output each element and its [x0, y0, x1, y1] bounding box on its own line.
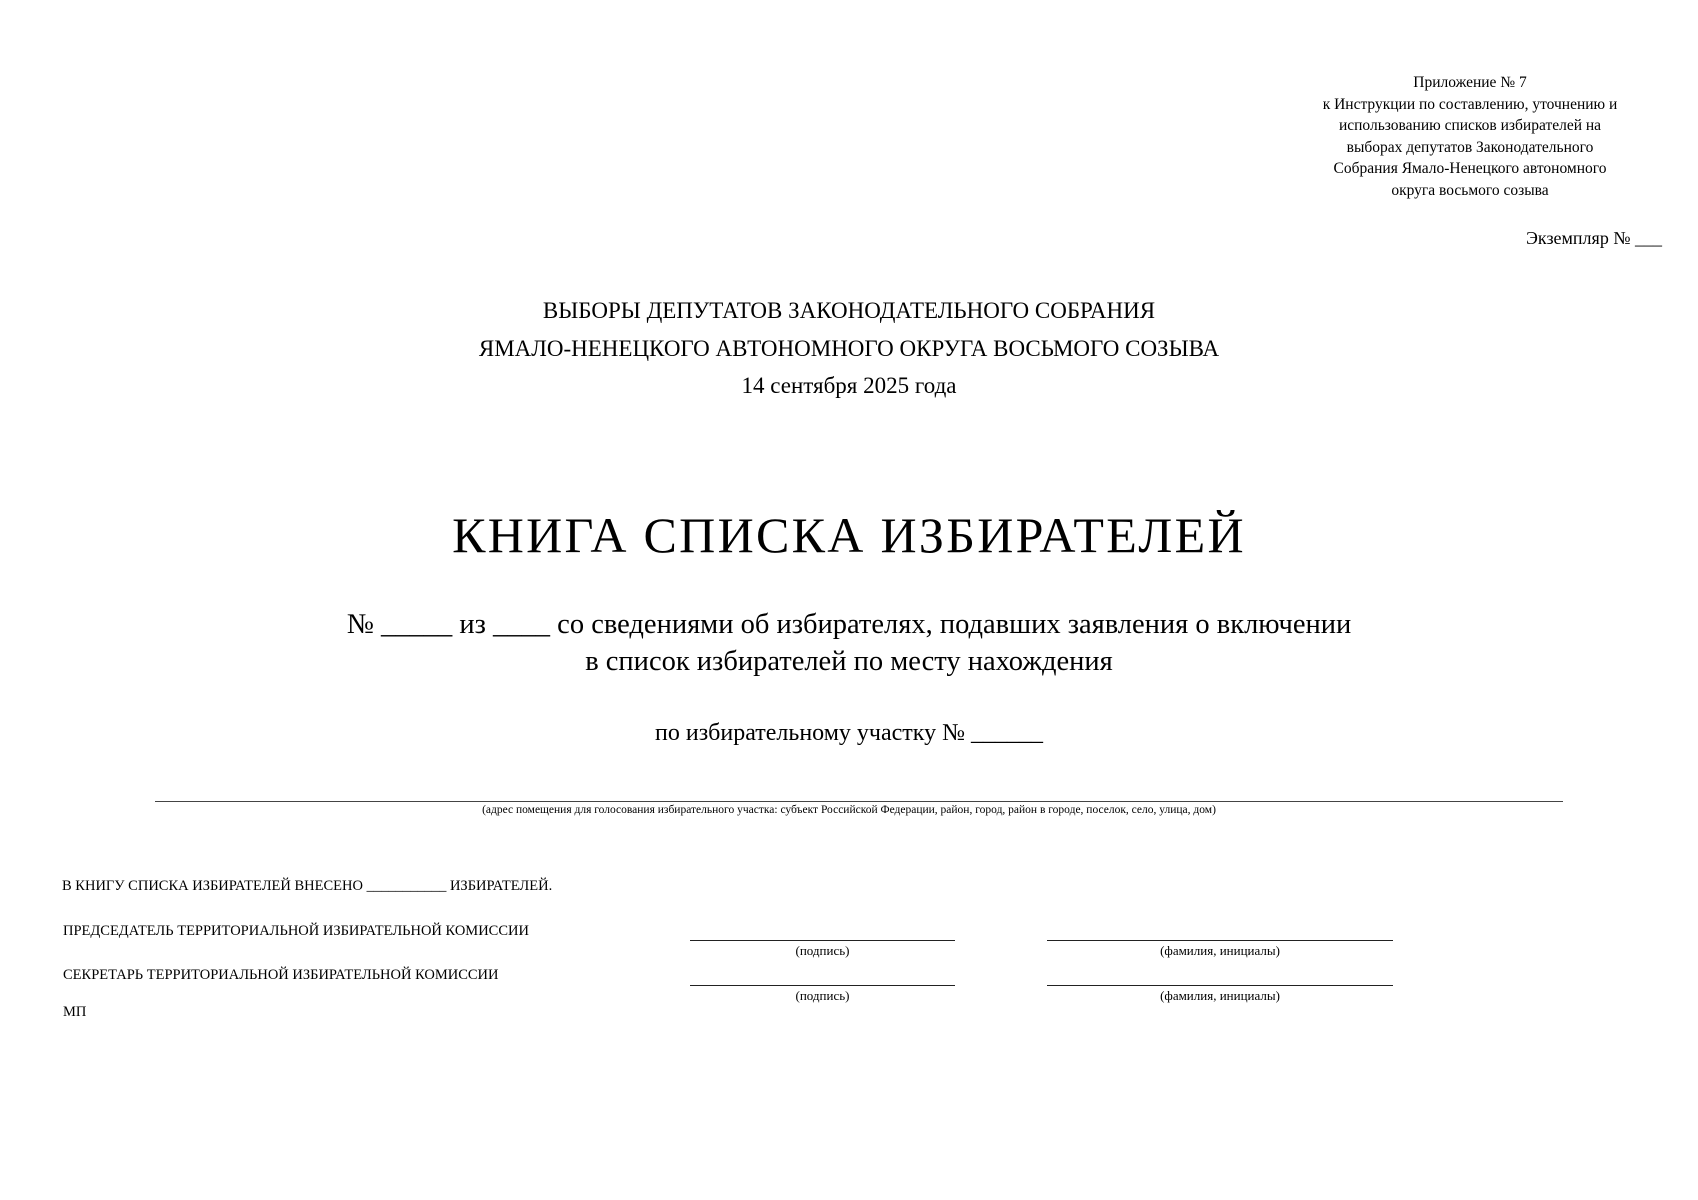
secretary-signature-caption: (подпись): [795, 988, 850, 1003]
subtitle-line-2: в список избирателей по месту нахождения: [585, 646, 1113, 677]
secretary-name-caption: (фамилия, инициалы): [1160, 988, 1280, 1003]
chairman-label: ПРЕДСЕДАТЕЛЬ ТЕРРИТОРИАЛЬНОЙ ИЗБИРАТЕЛЬНОЙ КОМИССИИ: [63, 923, 529, 939]
chairman-signature-caption: (подпись): [795, 943, 850, 958]
election-line-1: ВЫБОРЫ ДЕПУТАТОВ ЗАКОНОДАТЕЛЬНОГО СОБРАНИЯ: [542, 298, 1156, 323]
secretary-label: СЕКРЕТАРЬ ТЕРРИТОРИАЛЬНОЙ ИЗБИРАТЕЛЬНОЙ КОМИССИИ: [63, 967, 499, 983]
appendix-line: выборах депутатов Законодательного: [1346, 138, 1594, 156]
chairman-name-caption: (фамилия, инициалы): [1160, 943, 1280, 958]
appendix-line: Собрания Ямало-Ненецкого автономного: [1333, 160, 1607, 177]
chairman-signature-line: [690, 940, 955, 941]
address-fill-line: [155, 801, 1563, 802]
stamp-label: МП: [63, 1004, 87, 1020]
precinct-line: по избирательному участку № ______: [655, 720, 1043, 746]
appendix-line: Приложение № 7: [1413, 74, 1527, 91]
chairman-name-line: [1047, 940, 1393, 941]
book-title: КНИГА СПИСКА ИЗБИРАТЕЛЕЙ: [452, 507, 1246, 563]
election-heading: [0, 292, 1698, 405]
election-date: 14 сентября 2025 года: [741, 373, 957, 398]
appendix-line: к Инструкции по составлению, уточнению и: [1322, 95, 1618, 113]
election-line-2: ЯМАЛО-НЕНЕЦКОГО АВТОНОМНОГО ОКРУГА ВОСЬМОГО СОЗЫВА: [478, 335, 1220, 361]
address-caption: (адрес помещения для голосования избирательного участка: субъект Российской Федерации, район, город, район в городе, поселок, село, улица, дом): [482, 804, 1216, 816]
appendix-block: [1270, 72, 1670, 201]
secretary-name-line: [1047, 985, 1393, 986]
secretary-signature-line: [690, 985, 955, 986]
subtitle-line-1: № _____ из ____ со сведениями об избирателях, подавших заявления о включении: [346, 609, 1352, 640]
entered-count-text: В КНИГУ СПИСКА ИЗБИРАТЕЛЕЙ ВНЕСЕНО ___________ ИЗБИРАТЕЛЕЙ.: [62, 878, 553, 894]
appendix-line: округа восьмого созыва: [1391, 181, 1549, 199]
book-subtitle: [0, 606, 1698, 680]
appendix-line: использованию списков избирателей на: [1338, 117, 1602, 134]
copy-number: Экземпляр № ___: [1526, 228, 1662, 248]
